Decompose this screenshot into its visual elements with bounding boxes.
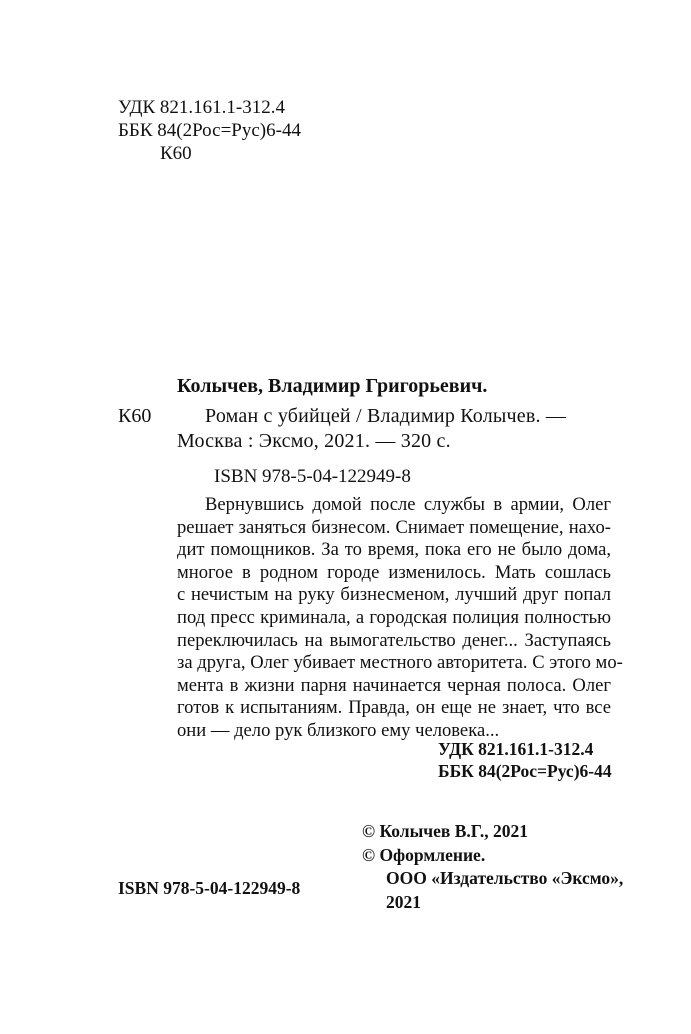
author-heading: Колычев, Владимир Григорьевич. [177,375,488,397]
design-copyright: © Оформление. [362,844,486,865]
annotation-line: решает заняться бизнесом. Снимает помещение, нахо- [177,516,611,538]
udk-code: УДК 821.161.1-312.4 [118,97,285,118]
annotation-line: Вернувшись домой после службы в армии, Олег [205,494,611,515]
record-author-mark: К60 [118,405,152,427]
annotation-line: многое в родном городе изменилось. Мать сошлась [177,561,611,583]
bottom-udk-code: УДК 821.161.1-312.4 [438,739,594,759]
publication-statement: Москва : Эксмо, 2021. — 320 с. [177,430,451,452]
copyright-block [362,820,623,914]
publisher-name: ООО «Издательство «Эксмо», [386,868,624,888]
annotation-paragraph [177,494,623,743]
copyright-year: 2021 [386,891,421,912]
annotation-line: дит помощников. За то время, пока его не было дома, [177,539,611,561]
annotation-line: за друга, Олег убивает местного авторитета. С этого мо- [177,652,623,674]
annotation-line: они — дело рук близкого ему человека... [177,719,500,741]
bottom-isbn: ISBN 978-5-04-122949-8 [118,878,301,898]
annotation-line: мента в жизни парня начинается черная полоса. Олег [177,674,611,696]
title-statement: Роман с убийцей / Владимир Колычев. — [205,405,567,427]
annotation-line: готов к испытаниям. Правда, он еще не знает, что все [177,697,611,719]
bottom-bbk-code: ББК 84(2Рос=Рус)6-44 [438,761,612,781]
record-isbn: ISBN 978-5-04-122949-8 [214,466,411,487]
author-copyright: © Колычев В.Г., 2021 [362,821,529,841]
bbk-code: ББК 84(2Рос=Рус)6-44 [118,120,301,141]
top-classification-block [118,96,301,165]
annotation-line: переключилась на вымогательство денег... Заступаясь [177,629,611,651]
author-mark: К60 [160,143,192,164]
bottom-classification-block [438,738,612,782]
annotation-line: под пресс криминала, а городская полиция полностью [177,606,611,628]
annotation-line: с нечистым на руку бизнесменом, лучший друг попал [177,584,611,606]
